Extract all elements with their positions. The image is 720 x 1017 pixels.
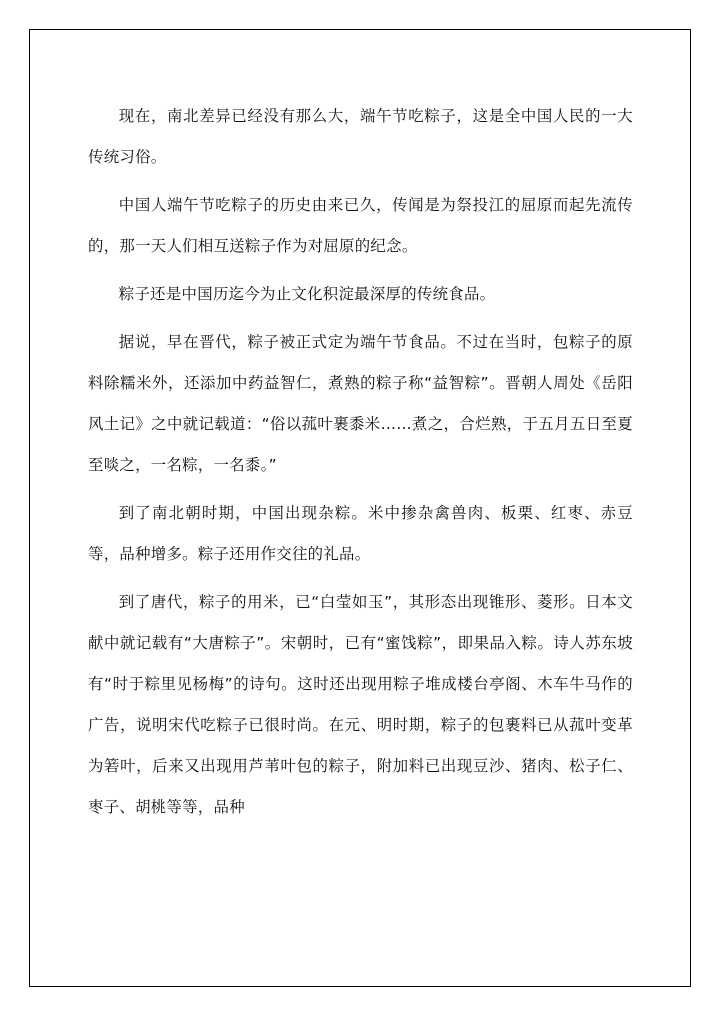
paragraph-6: 到了唐代，粽子的用米，已“白莹如玉”，其形态出现锥形、菱形。日本文献中就记载有“大唐粽子”。宋朝时，已有“蜜饯粽”，即果品入粽。诗人苏东坡有“时于粽里见杨梅”的诗句。这时还出现用粽子堆成楼台亭阁、木车牛马作的广告，说明宋代吃粽子已很时尚。在元、明时期，粽子的包裹料已从菰叶变革为箬叶，后来又出现用芦苇叶包的粽子，附加料已出现豆沙、猪肉、松子仁、枣子、胡桃等等，品种 [88,593,633,816]
paragraph-1: 现在，南北差异已经没有那么大，端午节吃粽子，这是全中国人民的一大传统习俗。 [88,107,633,166]
paragraph-2: 中国人端午节吃粽子的历史由来已久，传闻是为祭投江的屈原而起先流传的，那一天人们相互送粽子作为对屈原的纪念。 [88,196,633,255]
paragraph-5: 到了南北朝时期，中国出现杂粽。米中掺杂禽兽肉、板栗、红枣、赤豆等，品种增多。粽子还用作交往的礼品。 [88,504,633,563]
paragraph-4: 据说，早在晋代，粽子被正式定为端午节食品。不过在当时，包粽子的原料除糯米外，还添加中药益智仁，煮熟的粽子称“益智粽”。晋朝人周处《岳阳风土记》之中就记载道：“俗以菰叶裹黍米……煮之，合烂熟，于五月五日至夏至啖之，一名粽，一名黍。” [88,333,633,474]
paragraph-3: 粽子还是中国历迄今为止文化积淀最深厚的传统食品。 [118,285,496,303]
document-body [88,96,633,835]
